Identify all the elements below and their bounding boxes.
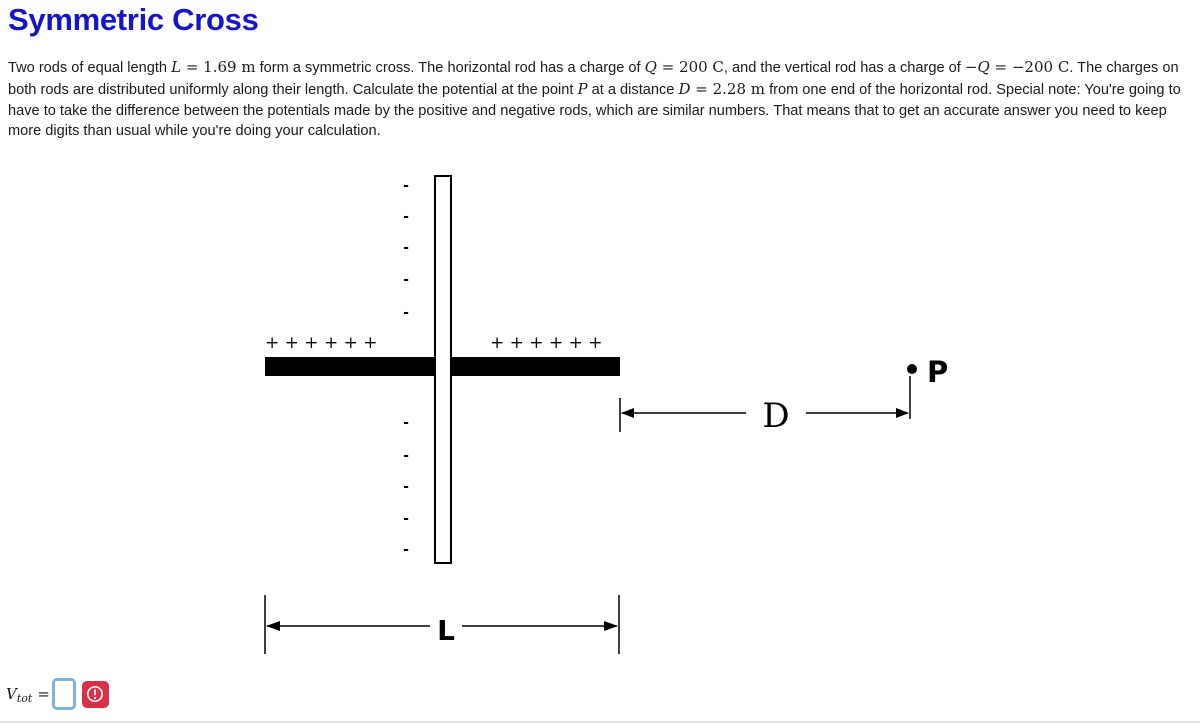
minus-sign: - [403,479,409,495]
var-D: D [678,79,691,98]
var-L: L [171,58,182,76]
problem-text-5: at a distance [587,81,679,98]
rod-crossing [436,357,450,376]
arrow-left-icon [621,408,634,418]
length-dimension [265,595,619,654]
plus-signs-right: + + + + + + [490,333,603,353]
minus-sign: - [403,415,409,431]
cross-diagram-svg [248,157,956,661]
minus-sign: - [403,542,409,558]
minus-sign: - [403,272,409,288]
arrow-right-icon [896,408,909,418]
problem-statement [8,57,1196,142]
arrow-left-icon [266,621,280,631]
label-P: P [927,355,949,389]
problem-text-2: form a symmetric cross. The horizontal rod has a charge of [255,60,645,76]
var-Q: Q [644,58,657,76]
var-neg-Q: Q [977,58,990,76]
answer-label-sub: tot [16,692,33,705]
eq-negQ-value: = −200 C [989,58,1070,76]
label-L: L [437,614,455,647]
eq-L-value: = 1.69 m [181,58,256,76]
minus-sign: - [403,209,409,225]
eq-D-value: = 2.28 m [690,79,766,98]
cross-diagram [248,157,956,661]
invalid-answer-badge[interactable] [82,681,109,708]
var-P: P [577,79,588,98]
answer-label-main: V [6,685,17,703]
exclamation-circle-icon [86,685,104,703]
eq-Q-value: = 200 C [656,58,724,76]
minus-sign: - [403,240,409,256]
minus-sign: - [403,178,409,194]
arrow-right-icon [604,621,618,631]
problem-text-6: from one end of the horizontal rod. Special note: You're going to have to take the difference between the potentials made by the positive and negative rods, which are similar numbers. That means that to get an accurate answer you need to keep more digits than usual while you're doing your calculation. [8,81,1181,140]
neg-sign: − [964,58,978,76]
distance-dimension [620,376,910,436]
minus-sign: - [403,511,409,527]
answer-row [6,677,109,711]
minus-sign: - [403,305,409,321]
minus-sign: - [403,448,409,464]
label-D: D [762,396,790,436]
bottom-divider [0,721,1200,723]
problem-text-4: . The charges on both rods are distributed uniformly along their length. Calculate the potential at the point [8,60,1179,98]
point-P-dot [907,364,917,374]
problem-text-3: , and the vertical rod has a charge of [723,60,965,76]
answer-label [6,685,32,703]
plus-signs-left: + + + + + + [265,333,378,353]
answer-input[interactable] [52,678,76,710]
page-title: Symmetric Cross [8,2,259,37]
problem-text-1: Two rods of equal length [8,60,172,76]
answer-equals: = [37,685,50,703]
